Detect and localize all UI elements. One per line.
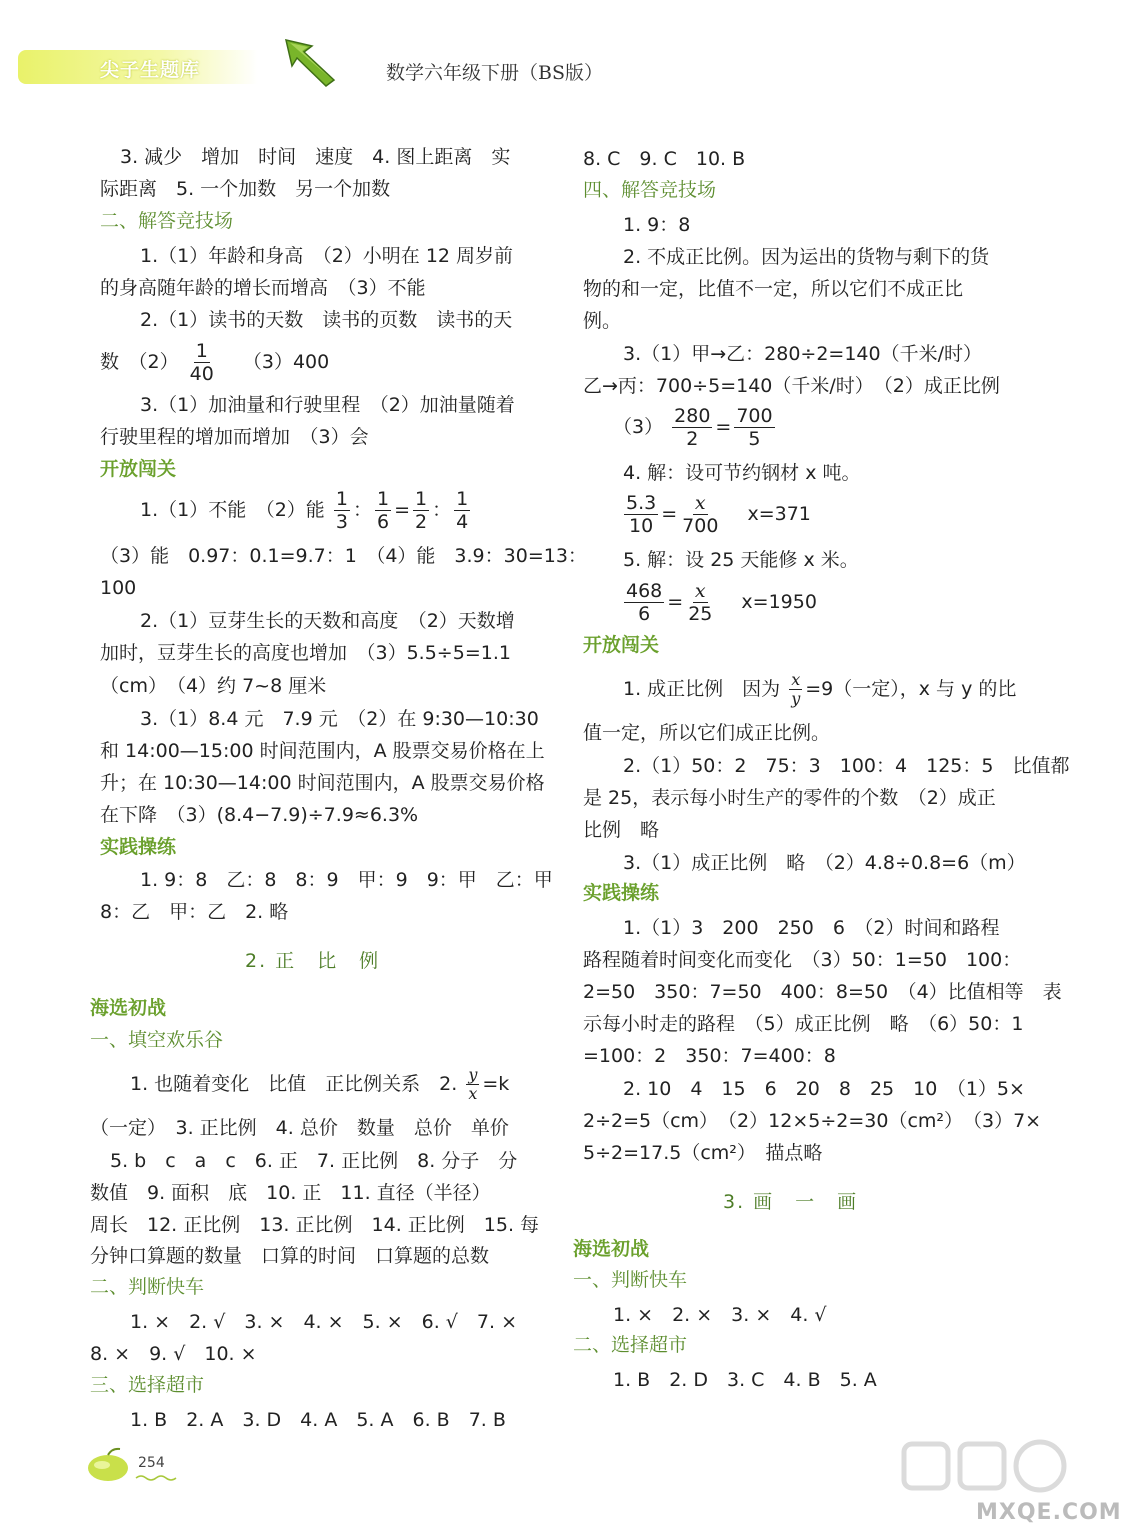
answer-line: 数值 9. 面积 底 10. 正 11. 直径（半径） xyxy=(90,1182,491,1204)
fraction xyxy=(672,405,712,450)
answer-line: 和 14:00—15:00 时间范围内，A 股票交易价格在上 xyxy=(100,740,545,762)
answer-line: 3.（1）加油量和行驶里程 （2）加油量随着 xyxy=(140,394,515,416)
lesson-title: 3. 画 一 画 xyxy=(723,1191,859,1213)
answer-line: 8. × 9. √ 10. × xyxy=(90,1343,257,1365)
denominator: 4 xyxy=(456,511,469,533)
numerator xyxy=(693,492,708,515)
lesson-title: 2. 正 比 例 xyxy=(245,950,381,972)
series-tag xyxy=(18,50,258,84)
numerator: 700 xyxy=(736,405,773,427)
answer-line: （一定） 3. 正比例 4. 总价 数量 总价 单价 xyxy=(90,1117,509,1139)
answer-line: 1. × 2. √ 3. × 4. × 5. × 6. √ 7. × xyxy=(130,1311,517,1333)
variable: x xyxy=(694,492,706,514)
fraction xyxy=(334,488,350,533)
fraction xyxy=(413,488,429,533)
answer-text: 1.（1）不能 （2）能 xyxy=(140,499,325,521)
colon-symbol: ： xyxy=(352,499,372,521)
answer-line: （cm） （4）约 7~8 厘米 xyxy=(100,675,327,697)
answer-line: 1.（1）年龄和身高 （2）小明在 12 周岁前 xyxy=(140,245,514,267)
answer-line: 100 xyxy=(100,577,137,599)
numerator: 468 xyxy=(626,580,663,602)
denominator: 10 xyxy=(629,515,654,537)
subsection-heading: 三、选择超市 xyxy=(90,1374,205,1396)
answer-text: 1. 成正比例 因为 xyxy=(623,678,781,700)
answer-line: 物的和一定，比值不一定，所以它们不成正比 xyxy=(583,278,964,300)
fraction xyxy=(680,492,720,537)
numerator: 1 xyxy=(376,488,390,510)
answer-line xyxy=(140,488,473,533)
denominator: 2 xyxy=(414,511,428,533)
fraction xyxy=(375,488,391,533)
watermark-text: MXQE.COM xyxy=(976,1500,1122,1525)
answer-line xyxy=(100,340,329,385)
answer-line: 在下降 （3）(8.4−7.9)÷7.9≈6.3% xyxy=(100,804,419,826)
answer-line: （3）能 0.97：0.1=9.7：1 （4）能 3.9：30=13： xyxy=(100,545,587,567)
section-heading: 开放闯关 xyxy=(583,634,660,656)
answer-line: 1.（1）3 200 250 6 （2）时间和路程 xyxy=(623,917,1000,939)
fraction xyxy=(686,580,714,625)
section-heading: 海选初战 xyxy=(573,1238,650,1260)
answer-text: =k xyxy=(482,1073,510,1095)
fraction xyxy=(789,671,802,708)
numerator xyxy=(693,580,708,603)
answer-line: 路程随着时间变化而变化 （3）50：1=50 100： xyxy=(583,949,1022,971)
answer-line: 2÷2=5（cm） （2）12×5÷2=30（cm²） （3）7× xyxy=(583,1110,1042,1132)
answer-line: 2.（1）50：2 75：3 100：4 125：5 比值都 xyxy=(623,755,1070,777)
answer-line: 乙→丙：700÷5=140（千米/时） （2）成正比例 xyxy=(583,375,1000,397)
fraction xyxy=(624,492,658,537)
answer-line xyxy=(621,492,811,537)
equals-symbol: = xyxy=(715,416,732,438)
answer-line: 例。 xyxy=(583,310,622,332)
answer-line: 3.（1）甲→乙：280÷2=140（千米/时） xyxy=(623,343,982,365)
equals-symbol: = xyxy=(394,499,410,521)
answer-line: 是 25，表示每小时生产的零件的个数 （2）成正 xyxy=(583,787,996,809)
answer-text: 1. 也随着变化 比值 正比例关系 2. xyxy=(130,1073,458,1095)
answer-line: 1. × 2. × 3. × 4. √ xyxy=(613,1304,827,1326)
answer-line: 3. 减少 增加 时间 速度 4. 图上距离 实 xyxy=(120,146,511,168)
subsection-heading: 二、判断快车 xyxy=(90,1276,205,1298)
answer-line: 8. C 9. C 10. B xyxy=(583,148,746,170)
green-arrow-icon xyxy=(282,36,338,88)
denominator xyxy=(466,1085,479,1103)
wave-decoration xyxy=(136,1474,180,1482)
numerator: 280 xyxy=(674,405,711,427)
answer-line: 的身高随年龄的增长而增高 （3）不能 xyxy=(100,277,426,299)
answer-line: 1. B 2. A 3. D 4. A 5. A 6. B 7. B xyxy=(130,1409,506,1431)
section-heading: 实践操练 xyxy=(583,882,660,904)
answer-line xyxy=(613,405,778,450)
answer-line: 加时，豆芽生长的高度也增加 （3）5.5÷5=1.1 xyxy=(100,642,511,664)
answer-line: 2.（1）豆芽生长的天数和高度 （2）天数增 xyxy=(140,610,515,632)
series-tag-label: 尖子生题库 xyxy=(100,59,201,81)
variable: x xyxy=(791,670,801,689)
answer-line xyxy=(621,580,817,625)
book-title: 数学六年级下册（BS版） xyxy=(386,62,603,84)
answer-line: 周长 12. 正比例 13. 正比例 14. 正比例 15. 每 xyxy=(90,1214,540,1236)
answer-line: 示每小时走的路程 （5）成正比例 略 （6）50：1 xyxy=(583,1013,1024,1035)
numerator: 1 xyxy=(195,340,208,362)
answer-line: 行驶里程的增加而增加 （3）会 xyxy=(100,426,369,448)
numerator: 1 xyxy=(335,488,348,510)
answer-line: 升；在 10:30—14:00 时间范围内，A 股票交易价格 xyxy=(100,772,545,794)
denominator: 25 xyxy=(688,603,713,625)
answer-text: x=371 xyxy=(747,503,811,525)
answer-text: x=1950 xyxy=(741,591,817,613)
variable: x xyxy=(468,1084,478,1103)
equals-symbol: = xyxy=(667,591,684,613)
denominator: 6 xyxy=(376,511,390,533)
answer-line: =100：2 350：7=400：8 xyxy=(583,1045,836,1067)
answer-line: 5÷2=17.5（cm²） 描点略 xyxy=(583,1142,823,1164)
numerator xyxy=(466,1066,479,1085)
answer-line xyxy=(623,669,1016,709)
numerator: 1 xyxy=(456,488,469,510)
subsection-heading: 一、判断快车 xyxy=(573,1269,688,1291)
answer-text: （3）400 xyxy=(242,351,330,373)
answer-line: 1. 9：8 乙：8 8：9 甲：9 9：甲 乙：甲 xyxy=(140,869,553,891)
answer-line: 值一定，所以它们成正比例。 xyxy=(583,722,831,744)
denominator xyxy=(789,690,802,708)
denominator: 2 xyxy=(686,428,699,450)
subsection-heading: 二、解答竞技场 xyxy=(100,210,234,232)
answer-line: 1. B 2. D 3. C 4. B 5. A xyxy=(613,1369,877,1391)
colon-symbol: ： xyxy=(432,499,452,521)
answer-line: 1. 9：8 xyxy=(623,214,691,236)
page-number: 254 xyxy=(138,1455,165,1471)
answer-line: 2. 不成正比例。因为运出的货物与剩下的货 xyxy=(623,246,990,268)
fraction xyxy=(734,405,774,450)
denominator: 40 xyxy=(189,363,214,385)
answer-line: 分钟口算题的数量 口算的时间 口算题的总数 xyxy=(90,1245,490,1267)
denominator: 5 xyxy=(748,428,761,450)
section-heading: 实践操练 xyxy=(100,836,177,858)
denominator: 700 xyxy=(682,515,719,537)
numerator xyxy=(789,671,802,690)
section-heading: 开放闯关 xyxy=(100,458,177,480)
answer-line xyxy=(130,1064,509,1104)
denominator: 3 xyxy=(335,511,348,533)
answer-line: 2=50 350：7=50 400：8=50 （4）比值相等 表 xyxy=(583,981,1062,1003)
fraction xyxy=(466,1066,479,1103)
answer-line: 2. 10 4 15 6 20 8 25 10 （1）5× xyxy=(623,1078,1025,1100)
answer-line: 8：乙 甲：乙 2. 略 xyxy=(100,901,289,923)
answer-line: 3.（1）8.4 元 7.9 元 （2）在 9:30—10:30 xyxy=(140,708,539,730)
answer-text: 数 （2） xyxy=(100,351,179,373)
answer-line: 比例 略 xyxy=(583,819,660,841)
fraction xyxy=(454,488,470,533)
answer-line: 5. 解：设 25 天能修 x 米。 xyxy=(623,549,859,571)
fraction xyxy=(624,580,664,625)
subsection-heading: 四、解答竞技场 xyxy=(583,179,717,201)
answer-line: 2.（1）读书的天数 读书的页数 读书的天 xyxy=(140,309,513,331)
numerator: 1 xyxy=(414,488,428,510)
answer-text: =9（一定），x 与 y 的比 xyxy=(805,678,1017,700)
answer-line: 际距离 5. 一个加数 另一个加数 xyxy=(100,178,391,200)
subsection-heading: 一、填空欢乐谷 xyxy=(90,1029,224,1051)
answer-text: （3） xyxy=(613,416,664,438)
variable: y xyxy=(791,689,801,708)
denominator: 6 xyxy=(638,603,651,625)
numerator: 5.3 xyxy=(626,492,657,514)
apple-icon xyxy=(86,1446,130,1482)
fraction xyxy=(188,340,216,385)
equals-symbol: = xyxy=(661,503,678,525)
answer-line: 5. b c a c 6. 正 7. 正比例 8. 分子 分 xyxy=(110,1150,518,1172)
subsection-heading: 二、选择超市 xyxy=(573,1334,688,1356)
variable: x xyxy=(694,580,706,602)
section-heading: 海选初战 xyxy=(90,997,167,1019)
answer-line: 4. 解：设可节约钢材 x 吨。 xyxy=(623,462,861,484)
variable: y xyxy=(468,1065,478,1084)
answer-line: 3.（1）成正比例 略 （2）4.8÷0.8=6（m） xyxy=(623,852,1026,874)
